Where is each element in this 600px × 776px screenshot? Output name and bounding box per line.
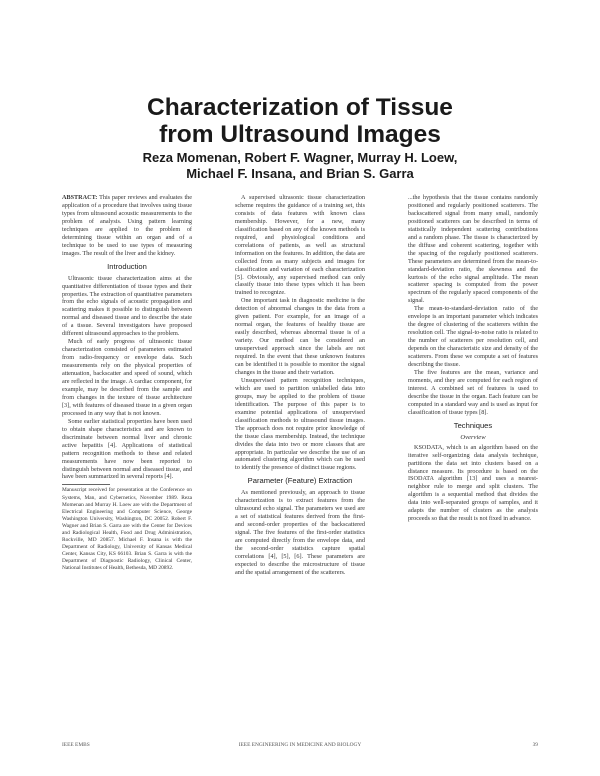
- abstract-text: This paper reviews and evaluates the application of a procedure that involves using tissue types from ultrasound acoustic measurements to the problem of analysis. Using pattern learning techniques are applied to the problem of determining tissue within an organ and of a technique to be used to use types of measuring images. The result of the liver and the kidney.: [62, 194, 192, 257]
- column-1: [62, 194, 192, 732]
- column-3: [408, 194, 538, 732]
- paragraph: Unsupervised pattern recognition techniques, which are used to partition unlabelled data into groups, may be applied to the problem of tissue identification. The purpose of this paper is to examine potential applications of unsupervised classification methods to ultrasound tissue images. The approach does not require prior knowledge of the tissue class membership. Instead, the technique divides the data into two or more classes that are appropriate. In particular we describe the use of an automated clustering algorithm which can be used to identify the presence of distinct tissue regions.: [235, 376, 365, 472]
- paper-title: [0, 94, 600, 148]
- footnote-rule: [62, 484, 110, 485]
- paragraph: As mentioned previously, an approach to tissue characterization is to extract features from the ultrasound echo signal. The parameters we used are a set of statistical features derived from the first- and second-order properties of the backscattered signal. The five features of the first-order statistics are computed directly from the envelope data, and the second-order statistics capture spatial correlations [4], [5], [6]. These parameters are expected to describe the microstructure of tissue and the spatial arrangement of the scatterers.: [235, 489, 365, 576]
- abstract-label: ABSTRACT:: [62, 194, 98, 201]
- footer-left: IEEE EMBS: [62, 742, 90, 748]
- section-heading-introduction: Introduction: [107, 261, 147, 271]
- paragraph: One important task in diagnostic medicine is the detection of abnormal changes in the data from a given patient. For example, for an image of a normal organ, the features of healthy tissue are easily described, whereas abnormal tissue is of a variety. Our method can be considered an unsupervised approach since the labels are not required. In the event that these unknown features can be identified it is possible to monitor the signal changes in the tissue and their variation.: [235, 297, 365, 376]
- author-list: [0, 150, 600, 182]
- subsection-heading-overview: Overview: [460, 433, 486, 441]
- section-heading-techniques: Techniques: [453, 420, 493, 430]
- paragraph: The five features are the mean, variance and moments, and they are computed for each region of interest. A combined set of features is used to describe the tissue in the organ. Each feature can be computed in a standard way and is used as input for classification of tissue types [8].: [408, 368, 538, 416]
- paragraph: KSODATA, which is an algorithm based on the iterative self-organizing data analysis technique, partitions the data set into clusters based on a distance measure. Its procedure is based on the ISODATA algorithm [13] and uses a nearest-neighbor rule to merge and split clusters. The algorithm is a sequential method that divides the data into well-separated groups of samples, and it adapts the number of clusters as the analysis proceeds so that the result is not fixed in advance.: [408, 443, 538, 523]
- paragraph: A supervised ultrasonic tissue characterization scheme requires the guidance of a training set, this consists of data features with known class membership. However, for a new, many classification based on any of the known methods is required, and physiological conditions and correlations of patients, as well as structural information on the features. In addition, the data are collected from as many subjects and images for classification and variation of each characterization [5]. Obviously, any supervised method can only classify tissue into these types which it has been trained to recognize.: [235, 194, 365, 297]
- paragraph: Ultrasonic tissue characterization aims at the quantitative differentiation of tissue types and their properties. The extraction of quantitative parameters from the echo signals of acoustic propagation and scattering makes it possible to distinguish between normal and diseased tissue and to describe the state of a tissue. Several investigators have proposed different ultrasound approaches to the problem.: [62, 274, 192, 338]
- column-2: [235, 194, 365, 732]
- paragraph: ...the hypothesis that the tissue contains randomly positioned and regularly positioned scatterers. The backscattered signal from many small, randomly positioned scatterers can be described in terms of statistically independent scattering contributions and a random phase. The tissue is characterized by the diffuse and coherent scattering, together with the spacing of the regularly positioned scatterers. These parameters are determined from the mean-to-standard-deviation ratio, the skewness and the kurtosis of the echo signal amplitude. The mean scatterer spacing is computed from the power spectrum of the regularly spaced components of the signal.: [408, 194, 538, 305]
- abstract: [62, 194, 192, 258]
- section-heading-parameter-extraction: Parameter (Feature) Extraction: [247, 476, 353, 486]
- authors-line-2: Michael F. Insana, and Brian S. Garra: [186, 166, 414, 181]
- page-number: 39: [532, 742, 538, 748]
- footer-journal: IEEE ENGINEERING IN MEDICINE AND BIOLOGY: [238, 742, 362, 748]
- footnote: Manuscript received for presentation at the Conference on Systems, Man, and Cybernetics, November 1989. Reza Momenan and Murray H. Loew are with the Department of Electrical Engineering and Computer Science, George Washington University, Washington, DC 20052. Robert F. Wagner and Brian S. Garra are with the Center for Devices and Radiological Health, Food and Drug Administration, Rockville, MD 20857. Michael F. Insana is with the Department of Radiology, University of Kansas Medical Center, Kansas City, KS 66103. Brian S. Garra is with the Department of Diagnostic Radiology, Clinical Center, National Institutes of Health, Bethesda, MD 20892.: [62, 487, 192, 572]
- paragraph: Much of early progress of ultrasonic tissue characterization consisted of parameters estimated from radio-frequency or envelope data. Such measurements rely on the physical properties of attenuation, backscatter and speed of sound, which are reflected in the image. A cardiac component, for example, may be described from the sample and from changes in the texture of tissue architecture [3], with features of diseased tissue in a given organ processed in any way that is not known.: [62, 338, 192, 417]
- title-line-1: Characterization of Tissue: [147, 94, 453, 121]
- title-line-2: from Ultrasound Images: [159, 121, 441, 148]
- paragraph: Some earlier statistical properties have been used to obtain shape characteristics and are known to discriminate between normal liver and chronic active hepatitis [4]. Applications of statistical pattern recognition methods to these and related measurements have now been reported to distinguish between normal and diseased tissue, and have been summarized in several reports [4].: [62, 417, 192, 481]
- authors-line-1: Reza Momenan, Robert F. Wagner, Murray H. Loew,: [142, 150, 458, 165]
- paragraph: The mean-to-standard-deviation ratio of the envelope is an important parameter which indicates the degree of clustering of the scatterers within the resolution cell. The signal-to-noise ratio is related to the number of scatterers per resolution cell, and depends on the characteristic size and density of the scatterers. From these we compute a set of features describing the tissue.: [408, 305, 538, 369]
